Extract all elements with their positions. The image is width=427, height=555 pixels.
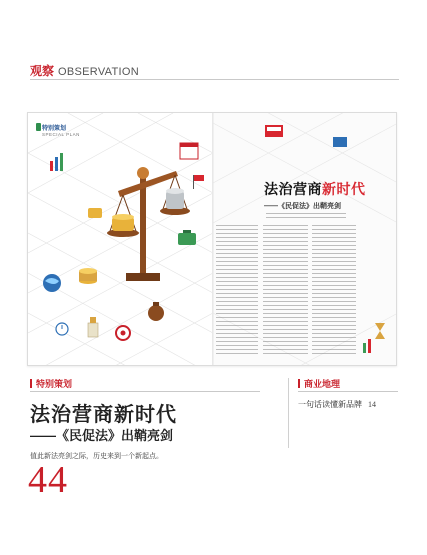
feature-title[interactable]: 法治营商新时代 [30,404,177,426]
calendar-icon [180,143,198,159]
chart-bars-icon [363,339,371,353]
illustration [28,113,213,366]
book-icon [333,137,347,147]
hourglass-icon [375,323,385,339]
magazine-spread-thumbnail[interactable] [27,112,397,366]
feature-description: 值此新法亮剑之际，历史来到一个新起点。 [30,453,163,460]
text-column-lead [266,213,346,221]
spread-title-plain: 法治营商 [264,181,322,197]
feature-divider [30,391,260,392]
spread-title [264,179,366,199]
spread-subtitle: ——《民促法》出鞘亮剑 [264,203,341,210]
globe-icon [43,274,61,292]
handshake-icon [88,208,102,218]
scale-icon [107,167,190,281]
spread-title-highlight: 新时代 [322,181,366,197]
column-divider [288,378,289,448]
business-article-page: 14 [368,400,376,409]
badge-cn: 特别策划 [42,126,67,132]
header-cn: 观察 [30,64,55,78]
document-icon [88,317,98,337]
feature-label-bar [30,379,32,388]
feature-subtitle: ——《民促法》出鞘亮剑 [30,428,174,443]
header-divider [30,79,399,80]
feature-page-number: 44 [28,459,68,501]
briefcase-icon [178,230,196,245]
business-label [298,377,340,390]
text-column-1 [216,225,258,355]
badge-en: SPECIAL PLAN [42,132,80,137]
business-divider [298,391,398,392]
feature-label-text: 特别策划 [36,379,73,389]
business-article-title: 一句话读懂新品牌 [298,400,362,409]
section-header [30,62,139,79]
header-en: OBSERVATION [58,66,139,78]
chart-icon [50,153,63,171]
target-icon [116,326,130,340]
business-label-text: 商业地理 [304,379,341,389]
badge-mark [36,123,41,131]
text-column-2 [263,225,308,355]
coins-icon [79,268,97,284]
special-plan-badge [42,123,80,137]
text-column-3 [312,225,356,355]
business-article-link[interactable] [298,399,376,410]
money-bag-icon [148,302,164,321]
business-label-bar [298,379,300,388]
clock-icon [56,323,68,335]
feature-label [30,377,72,390]
calculator-icon [265,125,283,137]
spread-left-page [28,113,213,366]
